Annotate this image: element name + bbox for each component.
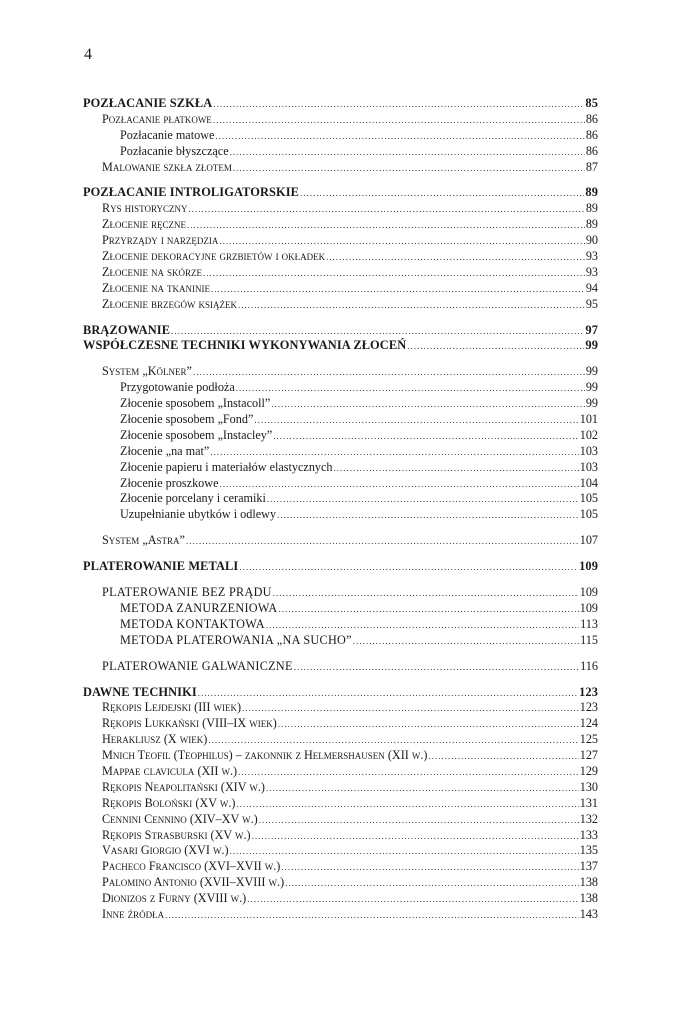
toc-page-number: 89 [585, 217, 598, 232]
dot-leader [210, 445, 578, 461]
toc-entry [83, 601, 598, 617]
toc-entry [83, 396, 598, 412]
toc-entry-title: Rękopis Strasburski (XV w.) [102, 827, 251, 842]
toc-section-heading [83, 96, 598, 112]
dot-leader [233, 161, 585, 177]
toc-entry [83, 476, 598, 492]
toc-page-number: 109 [579, 600, 598, 615]
dot-leader [230, 844, 579, 860]
toc-entry [83, 732, 598, 748]
toc-entry [83, 859, 598, 875]
toc-entry-title: Pozłacanie matowe [120, 127, 215, 142]
toc-entry [83, 412, 598, 428]
toc-entry [83, 217, 598, 233]
toc-entry [83, 617, 598, 633]
toc-page-number: 102 [579, 427, 598, 442]
toc-entry-title: Pozłacanie błyszczące [120, 143, 229, 158]
toc-entry [83, 585, 598, 601]
toc-entry-title: DAWNE TECHNIKI [83, 684, 197, 699]
dot-leader [254, 413, 578, 429]
dot-leader [334, 461, 579, 477]
toc-entry [83, 764, 598, 780]
toc-entry-title: METODA ZANURZENIOWA [120, 600, 278, 615]
toc-entry-title: Palomino Antonio (XVII–XVIII w.) [102, 875, 285, 890]
dot-leader [171, 324, 584, 340]
dot-leader [189, 202, 585, 218]
toc-entry-title: Herakliusz (X wiek) [102, 732, 208, 747]
toc-page-number: 85 [585, 96, 598, 110]
toc-entry [83, 233, 598, 249]
dot-leader [186, 534, 579, 550]
toc-entry [83, 812, 598, 828]
toc-entry [83, 843, 598, 859]
dot-leader [203, 266, 585, 282]
toc-section-heading [83, 559, 598, 575]
toc-entry-title: Złocenie proszkowe [120, 475, 219, 490]
toc-page-number: 124 [579, 716, 598, 731]
dot-leader [165, 908, 579, 924]
toc-page-number: 125 [579, 732, 598, 747]
toc-entry [83, 491, 598, 507]
toc-entry-title: Mappae clavicula (XII w.) [102, 763, 238, 778]
dot-leader [273, 586, 579, 602]
toc-page-number: 127 [579, 748, 598, 763]
dot-leader [294, 660, 579, 676]
toc-entry-title: Uzupełnianie ubytków i odlewy [120, 507, 277, 522]
toc-entry [83, 891, 598, 907]
toc-page-number: 132 [579, 811, 598, 826]
toc-entry-title: Malowanie szkła złotem [102, 159, 232, 174]
toc-entry [83, 907, 598, 923]
dot-leader [300, 186, 584, 202]
dot-leader [281, 860, 578, 876]
toc-entry-title: Inne źródła [102, 906, 165, 921]
toc-entry-title: POZŁACANIE INTROLIGATORSKIE [83, 185, 300, 200]
toc-page-number: 99 [585, 396, 598, 411]
toc-page-number: 103 [579, 459, 598, 474]
toc-page-number: 138 [579, 891, 598, 906]
toc-entry-title: Złocenie „na mat” [120, 443, 210, 458]
dot-leader [267, 492, 579, 508]
toc-entry-title: Cennini Cennino (XIV–XV w.) [102, 811, 258, 826]
toc-page-number: 143 [579, 906, 598, 921]
dot-leader [187, 218, 585, 234]
toc-entry-title: System „Kölner” [102, 364, 192, 379]
toc-page-number: 86 [585, 111, 598, 126]
dot-leader [259, 813, 579, 829]
toc-entry [83, 364, 598, 380]
toc-entry [83, 444, 598, 460]
toc-entry [83, 633, 598, 649]
toc-entry-title: Przygotowanie podłoża [120, 380, 235, 395]
toc-page-number: 116 [580, 658, 598, 673]
toc-entry [83, 460, 598, 476]
dot-leader [407, 339, 584, 355]
toc-page-number: 109 [579, 585, 598, 600]
toc-entry-title: PLATEROWANIE BEZ PRĄDU [102, 585, 272, 600]
toc-entry [83, 265, 598, 281]
toc-entry [83, 748, 598, 764]
dot-leader [219, 234, 584, 250]
toc-entry-title: METODA PLATEROWANIA „NA SUCHO” [120, 632, 352, 647]
toc-page-number: 109 [579, 559, 598, 574]
toc-page-number: 86 [585, 127, 598, 142]
toc-page-number: 86 [585, 143, 598, 158]
dot-leader [236, 381, 585, 397]
dot-leader [213, 97, 584, 113]
toc-entry-title: Rękopis Lejdejski (III wiek) [102, 700, 242, 715]
toc-page-number: 113 [580, 616, 598, 631]
toc-entry-title: Złocenie sposobem „Instacoll” [120, 396, 271, 411]
toc-entry-title: Złocenie papieru i materiałów elastycznych [120, 459, 333, 474]
toc-page-number: 97 [585, 322, 598, 337]
dot-leader [219, 477, 578, 493]
toc-page-number: 93 [585, 264, 598, 279]
toc-page-number: 105 [579, 507, 598, 522]
dot-leader [213, 113, 585, 129]
dot-leader [278, 717, 579, 733]
toc-entry [83, 128, 598, 144]
toc-page-number: 138 [579, 875, 598, 890]
toc-entry-title: System „Astra” [102, 533, 185, 548]
toc-page-number: 105 [579, 491, 598, 506]
toc-entry-title: Złocenie sposobem „Fond” [120, 412, 254, 427]
toc-entry-title: Złocenie ręczne [102, 217, 186, 232]
toc-page-number: 104 [579, 475, 598, 490]
toc-entry [83, 201, 598, 217]
table-of-contents [83, 96, 598, 923]
dot-leader [238, 765, 579, 781]
toc-entry [83, 828, 598, 844]
toc-page-number: 101 [579, 412, 598, 427]
toc-entry [83, 780, 598, 796]
toc-entry-title: POZŁACANIE SZKŁA [83, 96, 213, 110]
toc-page-number: 94 [585, 280, 598, 295]
toc-entry-title: Rękopis Neapolitański (XIV w.) [102, 779, 265, 794]
toc-entry [83, 297, 598, 313]
toc-entry-title: PLATEROWANIE METALI [83, 559, 239, 574]
toc-entry [83, 112, 598, 128]
toc-entry [83, 533, 598, 549]
dot-leader [198, 686, 578, 702]
toc-page-number: 123 [579, 700, 598, 715]
dot-leader [236, 797, 578, 813]
dot-leader [271, 397, 585, 413]
dot-leader [247, 892, 579, 908]
dot-leader [266, 781, 579, 797]
toc-entry-title: Rękopis Lukkański (VIII–IX wiek) [102, 716, 277, 731]
toc-entry [83, 144, 598, 160]
toc-page-number: 107 [579, 533, 598, 548]
toc-entry-title: Dionizos z Furny (XVIII w.) [102, 891, 247, 906]
dot-leader [428, 749, 578, 765]
toc-page-number: 90 [585, 233, 598, 248]
toc-entry-title: Przyrządy i narzędzia [102, 233, 219, 248]
toc-section-heading [83, 338, 598, 354]
dot-leader [230, 145, 585, 161]
toc-entry-title: Złocenie na skórze [102, 264, 203, 279]
dot-leader [353, 634, 579, 650]
dot-leader [252, 829, 579, 845]
dot-leader [285, 876, 579, 892]
toc-page-number: 87 [585, 159, 598, 174]
toc-entry-title: METODA KONTAKTOWA [120, 616, 265, 631]
toc-entry [83, 700, 598, 716]
toc-entry [83, 249, 598, 265]
toc-entry-title: PLATEROWANIE GALWANICZNE [102, 658, 293, 673]
toc-page-number: 130 [579, 779, 598, 794]
toc-entry [83, 875, 598, 891]
dot-leader [266, 618, 579, 634]
toc-entry [83, 160, 598, 176]
toc-entry [83, 796, 598, 812]
dot-leader [277, 508, 579, 524]
dot-leader [273, 429, 578, 445]
toc-page-number: 115 [580, 632, 598, 647]
toc-page-number: 129 [579, 763, 598, 778]
toc-page-number: 135 [579, 843, 598, 858]
toc-entry-title: Złocenie dekoracyjne grzbietów i okładek [102, 249, 326, 264]
toc-entry-title: Pacheco Francisco (XVI–XVII w.) [102, 859, 281, 874]
toc-entry [83, 659, 598, 675]
dot-leader [208, 733, 578, 749]
toc-entry-title: Pozłacanie płatkowe [102, 111, 212, 126]
dot-leader [215, 129, 584, 145]
toc-entry-title: BRĄZOWANIE [83, 322, 171, 337]
dot-leader [238, 298, 585, 314]
toc-entry-title: Złocenie porcelany i ceramiki [120, 491, 266, 506]
toc-entry-title: WSPÓŁCZESNE TECHNIKI WYKONYWANIA ZŁOCEŃ [83, 338, 407, 353]
toc-section-heading [83, 323, 598, 339]
toc-page-number: 133 [579, 827, 598, 842]
toc-entry-title: Złocenie na tkaninie [102, 280, 211, 295]
toc-page-number: 89 [585, 185, 598, 200]
toc-entry [83, 380, 598, 396]
toc-entry [83, 281, 598, 297]
toc-entry [83, 716, 598, 732]
toc-entry-title: Złocenie brzegów książek [102, 296, 238, 311]
toc-entry-title: Mnich Teofil (Teophilus) – zakonnik z Helmershausen (XII w.) [102, 748, 428, 763]
toc-section-heading [83, 685, 598, 701]
toc-page-number: 103 [579, 443, 598, 458]
toc-entry-title: Złocenie sposobem „Instacley” [120, 427, 273, 442]
toc-page-number: 89 [585, 201, 598, 216]
toc-entry [83, 428, 598, 444]
toc-entry-title: Vasari Giorgio (XVI w.) [102, 843, 229, 858]
toc-page-number: 99 [585, 380, 598, 395]
dot-leader [242, 701, 579, 717]
toc-section-heading [83, 185, 598, 201]
toc-page-number: 131 [579, 795, 598, 810]
toc-page-number: 93 [585, 249, 598, 264]
dot-leader [211, 282, 585, 298]
toc-page-number: 99 [585, 364, 598, 379]
toc-entry-title: Rys historyczny [102, 201, 188, 216]
dot-leader [326, 250, 585, 266]
page-number: 4 [84, 46, 92, 63]
toc-entry-title: Rękopis Boloński (XV w.) [102, 795, 236, 810]
dot-leader [193, 365, 585, 381]
toc-page-number: 95 [585, 296, 598, 311]
dot-leader [239, 560, 578, 576]
toc-page-number: 99 [585, 338, 598, 353]
toc-page-number: 123 [579, 684, 598, 699]
toc-entry [83, 507, 598, 523]
dot-leader [278, 602, 578, 618]
toc-page-number: 137 [579, 859, 598, 874]
